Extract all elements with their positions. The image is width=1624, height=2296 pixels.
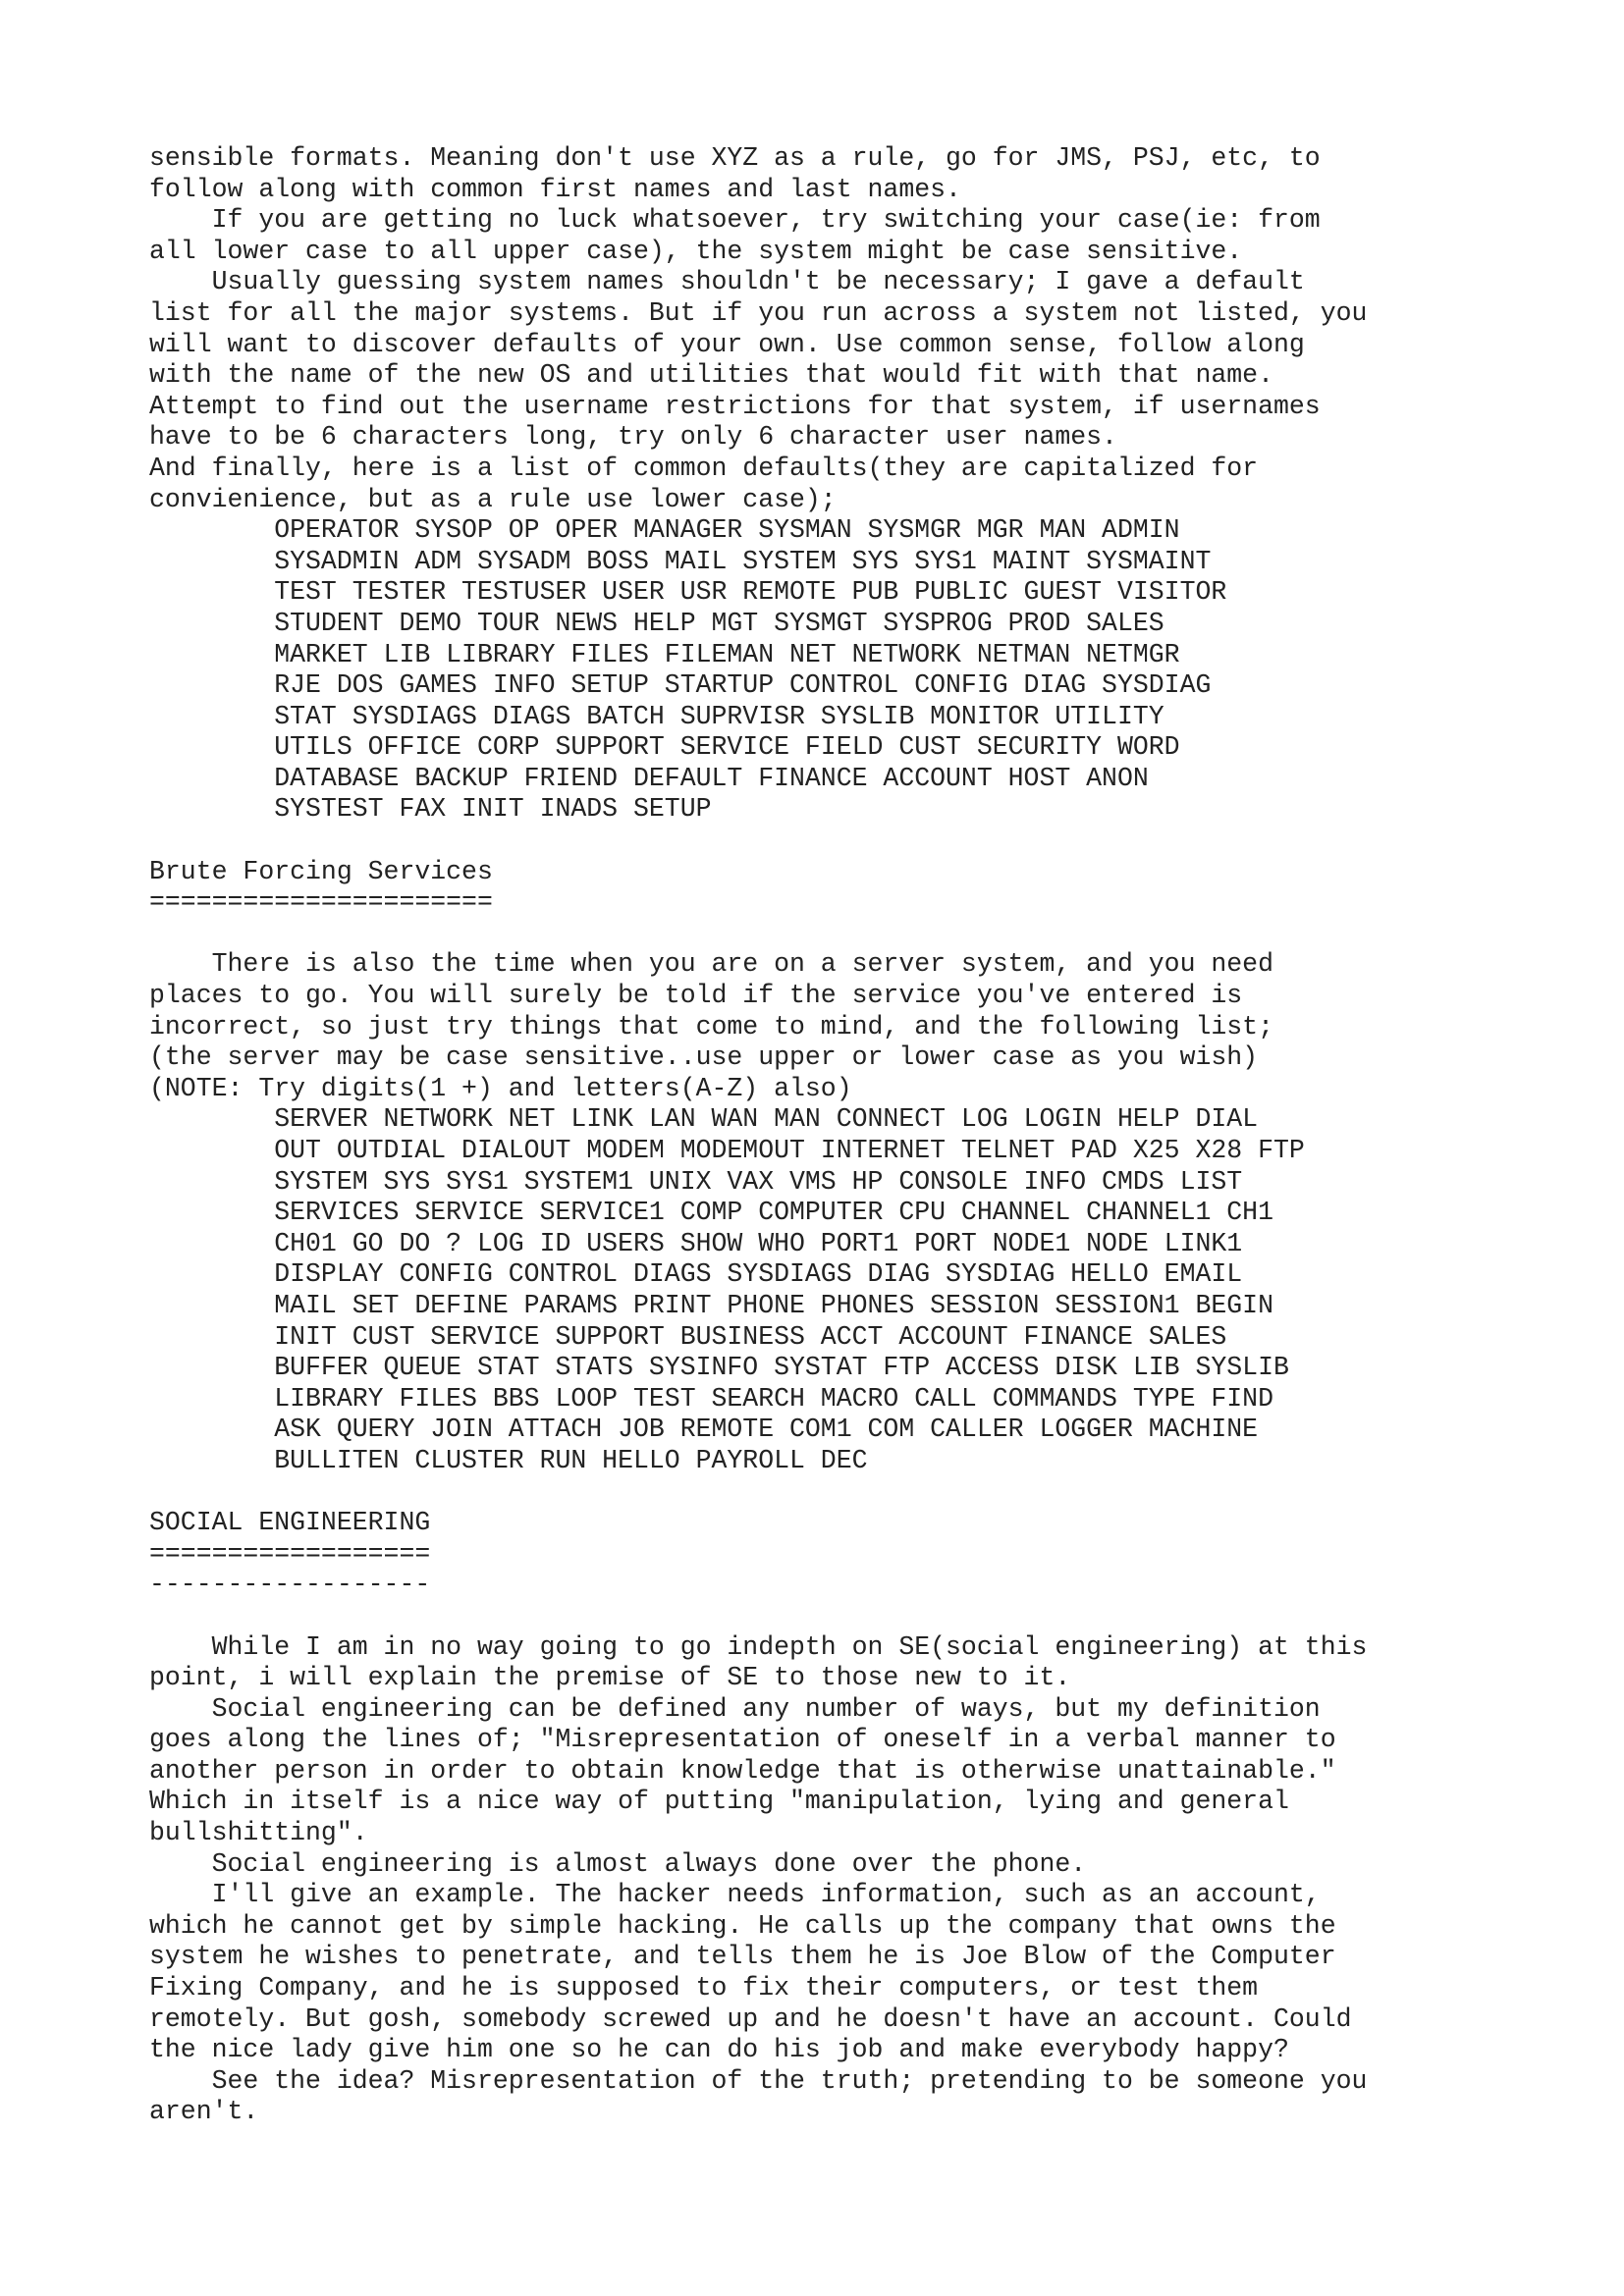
text-line: SERVICES SERVICE SERVICE1 COMP COMPUTER CPU CHANNEL CHANNEL1 CH1 — [149, 1198, 1273, 1228]
text-line: sensible formats. Meaning don't use XYZ as a rule, go for JMS, PSJ, etc, to — [149, 143, 1321, 173]
text-line: (the server may be case sensitive..use upper or lower case as you wish) — [149, 1042, 1259, 1073]
text-line: SYSTEM SYS SYS1 SYSTEM1 UNIX VAX VMS HP CONSOLE INFO CMDS LIST — [149, 1166, 1243, 1197]
document-page — [149, 143, 1543, 2128]
text-line: follow along with common first names and last names. — [149, 174, 961, 204]
document-text — [149, 143, 1543, 2128]
text-line: system he wishes to penetrate, and tells them he is Joe Blow of the Computer — [149, 1942, 1336, 1972]
text-line: ====================== — [149, 887, 493, 918]
text-line: DATABASE BACKUP FRIEND DEFAULT FINANCE ACCOUNT HOST ANON — [149, 763, 1149, 793]
text-line: While I am in no way going to go indepth on SE(social engineering) at this — [149, 1631, 1368, 1662]
text-line: SERVER NETWORK NET LINK LAN WAN MAN CONNECT LOG LOGIN HELP DIAL — [149, 1104, 1259, 1135]
text-line: Attempt to find out the username restrictions for that system, if usernames — [149, 391, 1321, 421]
text-line: all lower case to all upper case), the system might be case sensitive. — [149, 236, 1243, 266]
text-line: bullshitting". — [149, 1818, 368, 1848]
text-line: ASK QUERY JOIN ATTACH JOB REMOTE COM1 COM CALLER LOGGER MACHINE — [149, 1415, 1259, 1445]
text-line: There is also the time when you are on a server system, and you need — [149, 949, 1273, 980]
text-line: CH01 GO DO ? LOG ID USERS SHOW WHO PORT1 PORT NODE1 NODE LINK1 — [149, 1228, 1243, 1258]
text-line: And finally, here is a list of common defaults(they are capitalized for — [149, 453, 1259, 483]
text-line: another person in order to obtain knowledge that is otherwise unattainable." — [149, 1755, 1336, 1786]
text-line: aren't. — [149, 2097, 259, 2127]
text-line: MAIL SET DEFINE PARAMS PRINT PHONE PHONES SESSION SESSION1 BEGIN — [149, 1290, 1273, 1320]
text-line: TEST TESTER TESTUSER USER USR REMOTE PUB PUBLIC GUEST VISITOR — [149, 577, 1227, 608]
text-line: point, i will explain the premise of SE to those new to it. — [149, 1663, 1071, 1693]
text-line: Social engineering can be defined any number of ways, but my definition — [149, 1693, 1321, 1724]
text-line: I'll give an example. The hacker needs information, such as an account, — [149, 1880, 1321, 1910]
text-line: INIT CUST SERVICE SUPPORT BUSINESS ACCT ACCOUNT FINANCE SALES — [149, 1321, 1227, 1352]
text-line: goes along the lines of; "Misrepresentation of oneself in a verbal manner to — [149, 1725, 1336, 1755]
text-line: convienience, but as a rule use lower case); — [149, 484, 837, 514]
text-line: If you are getting no luck whatsoever, try switching your case(ie: from — [149, 205, 1321, 236]
text-line: with the name of the new OS and utilities that would fit with that name. — [149, 360, 1273, 391]
text-line: Which in itself is a nice way of putting "manipulation, lying and general — [149, 1787, 1289, 1817]
text-line: places to go. You will surely be told if the service you've entered is — [149, 981, 1243, 1011]
text-line: STUDENT DEMO TOUR NEWS HELP MGT SYSMGT SYSPROG PROD SALES — [149, 608, 1164, 638]
text-line: OPERATOR SYSOP OP OPER MANAGER SYSMAN SYSMGR MGR MAN ADMIN — [149, 515, 1180, 546]
text-line: Usually guessing system names shouldn't be necessary; I gave a default — [149, 267, 1305, 297]
text-line: ------------------ — [149, 1570, 431, 1600]
text-line: the nice lady give him one so he can do his job and make everybody happy? — [149, 2035, 1289, 2065]
text-line: Brute Forcing Services — [149, 856, 493, 886]
text-line: BUFFER QUEUE STAT STATS SYSINFO SYSTAT FTP ACCESS DISK LIB SYSLIB — [149, 1353, 1289, 1383]
text-line: See the idea? Misrepresentation of the truth; pretending to be someone you — [149, 2065, 1368, 2096]
text-line: which he cannot get by simple hacking. He calls up the company that owns the — [149, 1910, 1336, 1941]
text-line: RJE DOS GAMES INFO SETUP STARTUP CONTROL CONFIG DIAG SYSDIAG — [149, 670, 1212, 701]
text-line: LIBRARY FILES BBS LOOP TEST SEARCH MACRO CALL COMMANDS TYPE FIND — [149, 1383, 1273, 1414]
text-line: incorrect, so just try things that come to mind, and the following list; — [149, 1011, 1273, 1041]
text-line: list for all the major systems. But if you run across a system not listed, you — [149, 297, 1368, 328]
text-line: DISPLAY CONFIG CONTROL DIAGS SYSDIAGS DIAG SYSDIAG HELLO EMAIL — [149, 1259, 1243, 1290]
text-line: will want to discover defaults of your own. Use common sense, follow along — [149, 329, 1305, 359]
text-line: STAT SYSDIAGS DIAGS BATCH SUPRVISR SYSLIB MONITOR UTILITY — [149, 701, 1164, 731]
text-line: (NOTE: Try digits(1 +) and letters(A-Z) also) — [149, 1073, 852, 1103]
text-line: Fixing Company, and he is supposed to fix their computers, or test them — [149, 1973, 1259, 2003]
text-line: OUT OUTDIAL DIALOUT MODEM MODEMOUT INTERNET TELNET PAD X25 X28 FTP — [149, 1136, 1305, 1165]
text-line: MARKET LIB LIBRARY FILES FILEMAN NET NETWORK NETMAN NETMGR — [149, 639, 1180, 669]
text-line: have to be 6 characters long, try only 6 character user names. — [149, 422, 1117, 453]
text-line: Social engineering is almost always done over the phone. — [149, 1848, 1087, 1879]
text-line: remotely. But gosh, somebody screwed up and he doesn't have an account. Could — [149, 2003, 1352, 2034]
text-line: UTILS OFFICE CORP SUPPORT SERVICE FIELD CUST SECURITY WORD — [149, 732, 1180, 763]
text-line: ================== — [149, 1538, 431, 1569]
text-line: SYSTEST FAX INIT INADS SETUP — [149, 794, 712, 825]
text-line: SYSADMIN ADM SYSADM BOSS MAIL SYSTEM SYS SYS1 MAINT SYSMAINT — [149, 546, 1212, 576]
text-line: SOCIAL ENGINEERING — [149, 1508, 431, 1538]
text-line: BULLITEN CLUSTER RUN HELLO PAYROLL DEC — [149, 1445, 868, 1475]
